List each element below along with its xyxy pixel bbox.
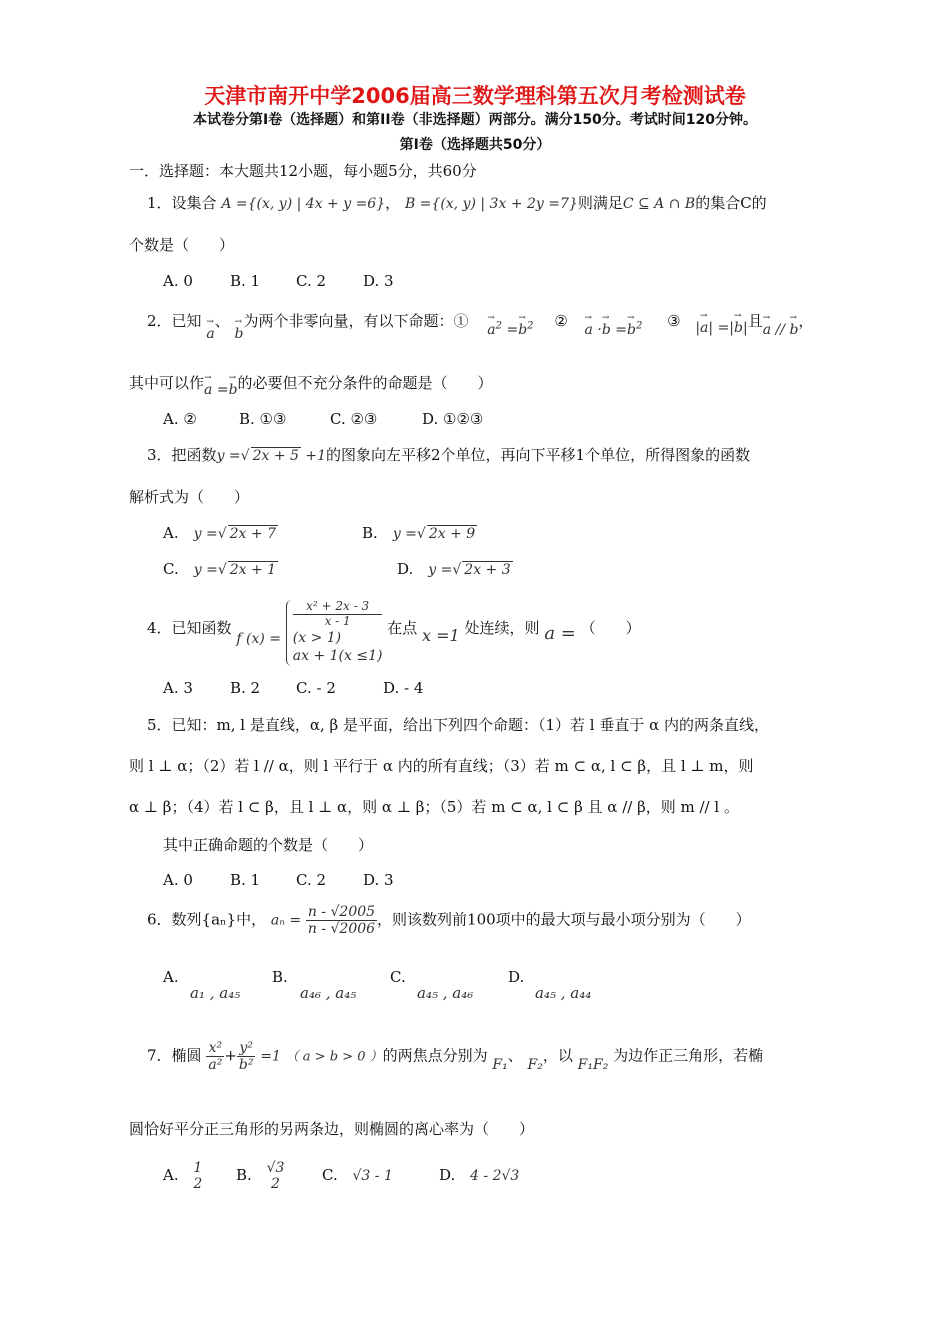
question-1 [147,192,767,213]
q6-option-c-value: a₄₅ , a₄₆ [417,984,474,1002]
q4-piecewise [286,600,383,666]
q5-line4: 其中正确命题的个数是（ ） [163,836,374,854]
q5-option-a: A. 0 [163,871,193,889]
q2-prop3: |→ a| =|→ b| [695,320,747,336]
question-7 [147,1040,763,1073]
q3-option-c-value: 2x + 1 [229,562,277,578]
q7-option-d [439,1166,519,1184]
q7-option-d-label: D. [439,1166,456,1184]
q7-f1f2: F₁F₂ [577,1056,609,1073]
q7-frac-x-num: x² [206,1040,224,1057]
q1-option-c: C. 2 [296,272,327,290]
q5-option-c: C. 2 [296,871,327,889]
q2-parallel: → a // → b [763,322,799,338]
q3-line2: 解析式为（ ） [129,488,250,506]
q6-option-b-label: B. [272,968,288,986]
question-5 [147,714,769,735]
q7-mid: 的两焦点分别为 [382,1046,488,1065]
q4-option-c: C. - 2 [296,679,336,697]
q2-number: 2． [147,312,172,330]
q4-case-1 [293,600,383,647]
q7-option-a [163,1160,204,1192]
q2-sep: 、 [214,312,230,330]
q4-fx: f (x) = [236,631,281,648]
q6-post: ，则该数列前100项中的最大项与最小项分别为（ ） [377,910,751,929]
q6-option-c-label: C. [390,968,406,986]
q7-frac-x-den: a² [208,1057,223,1074]
q1-pre: 设集合 [171,194,217,212]
q4-case1-den: x - 1 [324,613,351,628]
q4-number: 4． [147,619,172,638]
q7-option-b-label: B. [236,1166,252,1185]
part1-heading: 一．选择题：本大题共12小题，每小题5分，共60分 [129,162,477,180]
q3-option-a-value: 2x + 7 [229,526,276,542]
q1-option-a: A. 0 [163,272,193,290]
q6-option-d-value: a₄₅ , a₄₄ [535,984,592,1002]
q6-number: 6． [147,910,172,929]
q5-line1: 已知：m, l 是直线，α, β 是平面，给出下列四个命题：（1）若 l 垂直于 α 内的两条直线， [171,716,770,734]
q7-option-c-value: √3 - 1 [352,1168,393,1184]
q2-equal: → a =→ b [204,382,238,398]
exam-intro: 本试卷分第I卷（选择题）和第II卷（非选择题）两部分。满分150分。考试时间120分钟。 [192,112,758,128]
q7-sep: 、 [507,1046,523,1065]
q4-option-d: D. - 4 [383,679,424,697]
q1-set-a: A ={(x, y) | 4x + y =6} [221,196,386,212]
q3-number: 3． [147,446,172,464]
q5-line2: 则 l ⊥ α；（2）若 l // α，则 l 平行于 α 内的所有直线；（3）若 m ⊂ α, l ⊂ β，且 l ⊥ m，则 [129,757,754,775]
q7-option-a-den: 2 [193,1176,203,1193]
q6-option-a-label: A. [163,968,179,986]
q5-option-b: B. 1 [230,871,261,889]
q2-option-d: D. ①②③ [422,410,484,428]
question-2: 2．已知 → a、 → b为两个非零向量，有以下命题：① → $a^2 =\to b^2$ ② → $a \cdot\to b =\to b^2$ ③ |→ a| =|→ b|且→ a // → b， [147,310,813,331]
q6-option-a-value: a₁ , a₄₅ [190,984,241,1002]
q3-option-a-label: A. [163,524,179,542]
q4-mid: 在点 [387,619,418,638]
q7-f1: F₁ [492,1056,508,1073]
q3-option-b-value: 2x + 9 [428,526,476,542]
q2-option-a: A. ② [163,410,197,428]
q7-option-a-label: A. [163,1166,179,1185]
q4-var: a = [544,623,576,645]
q2-line2-b: 的必要但不充分条件的命题是（ ） [237,374,493,392]
q2-circle-3: ③ [667,312,681,330]
q2-and: 且 [747,312,763,330]
q3-option-c-label: C. [163,560,179,578]
q7-cond: （ a > b > 0 ） [285,1049,383,1065]
q4-option-b: B. 2 [230,679,261,697]
question-6 [147,904,751,937]
q7-line2: 圆恰好平分正三角形的另两条边，则椭圆的离心率为（ ） [129,1120,535,1138]
question-3 [147,444,750,465]
q7-frac-x [206,1040,224,1073]
q2-vector-b: → b [235,326,244,342]
q1-number: 1． [147,194,172,212]
q4-paren: （ ） [580,619,641,638]
q3-function: y =√ 2x + 5 +1 [216,448,327,464]
q7-eq: =1 [260,1048,281,1065]
q4-option-a: A. 3 [163,679,193,697]
q7-option-b-num: √3 [266,1160,285,1176]
q5-line3: α ⊥ β；（4）若 l ⊂ β，且 l ⊥ α，则 α ⊥ β；（5）若 m ⊂ α, l ⊂ β 且 α // β，则 m // l 。 [129,798,739,816]
q3-option-d-label: D. [397,560,414,578]
q2-pre: 已知 [171,312,202,330]
q6-option-b-value: a₄₆ , a₄₅ [300,984,357,1002]
q7-option-a-value [191,1160,204,1192]
q6-fraction [306,904,377,937]
q7-mid2: ，以 [542,1046,573,1065]
q4-case-2: ax + 1(x ≤1) [292,648,383,665]
q6-option-d-label: D. [508,968,525,986]
q1-post: 的集合C的 [695,194,767,212]
q7-post: 为边作正三角形，若椭 [613,1046,764,1065]
q3-option-b-label: B. [362,524,378,542]
q4-pre: 已知函数 [171,619,232,638]
exam-title: 天津市南开中学2006届高三数学理科第五次月考检测试卷 [204,84,746,108]
q4-point: x =1 [422,626,460,646]
q1-line2: 个数是（ ） [129,236,235,254]
q7-option-b [236,1160,286,1192]
q3-option-a: A. y =√ 2x + 7 [163,524,276,542]
q6-frac-num: n - √2005 [307,904,376,920]
q7-option-b-den: 2 [271,1176,280,1193]
q7-option-c-label: C. [322,1166,338,1184]
question-4 [147,600,641,666]
q7-option-c [322,1166,393,1184]
q2-prop2: → $a \cdot\to b =\to b^2$ [585,322,643,338]
q2-prop1: → $a^2 =\to b^2$ [487,322,533,338]
q2-line2-a: 其中可以作 [129,374,205,392]
q3-option-d: D. y =√ 2x + 3 [397,560,511,578]
q2-vector-a: → a [206,326,214,342]
q1-set-b: B ={(x, y) | 3x + 2y =7} [404,196,578,212]
q7-frac-y-num: y² [237,1040,256,1057]
q1-option-d: D. 3 [363,272,394,290]
section-title: 第I卷（选择题共50分） [399,137,551,153]
q7-option-a-num: 1 [193,1160,203,1176]
q3-option-d-value: 2x + 3 [464,562,511,578]
q1-condition: C ⊆ A ∩ B [622,196,696,212]
q7-frac-y [237,1040,256,1073]
q2-circle-2: ② [554,312,568,330]
q3-option-b: B. y =√ 2x + 9 [362,524,476,542]
q1-option-b: B. 1 [230,272,261,290]
q4-case1-cond: (x > 1) [292,629,342,646]
q7-pre: 椭圆 [171,1046,202,1065]
q7-option-b-value [265,1160,287,1192]
q7-f2: F₂ [527,1056,543,1073]
q7-plus: + [224,1046,237,1065]
q6-frac-den: n - √2006 [307,921,376,938]
q5-number: 5． [147,716,172,734]
q7-frac-y-den: b² [238,1057,254,1074]
q2-text: 为两个非零向量，有以下命题：① [243,312,469,330]
q5-option-d: D. 3 [363,871,394,889]
q4-case1-num: x² + 2x - 3 [293,600,383,615]
q1-comma: ， [385,194,401,212]
q7-number: 7． [147,1046,172,1065]
q2-line2 [129,372,493,398]
q3-post: 的图象向左平移2个单位，再向下平移1个单位，所得图象的函数 [326,446,751,464]
q6-pre: 数列{aₙ}中， [171,910,267,929]
q3-option-c: C. y =√ 2x + 1 [163,560,277,578]
q3-pre: 把函数 [171,446,217,464]
q7-option-d-value: 4 - 2√3 [470,1168,520,1184]
q2-option-c: C. ②③ [330,410,378,428]
q1-mid: 则满足 [577,194,623,212]
q4-post: 处连续，则 [464,619,540,638]
q6-an: aₙ = [270,912,302,929]
q2-option-b: B. ①③ [239,410,287,428]
